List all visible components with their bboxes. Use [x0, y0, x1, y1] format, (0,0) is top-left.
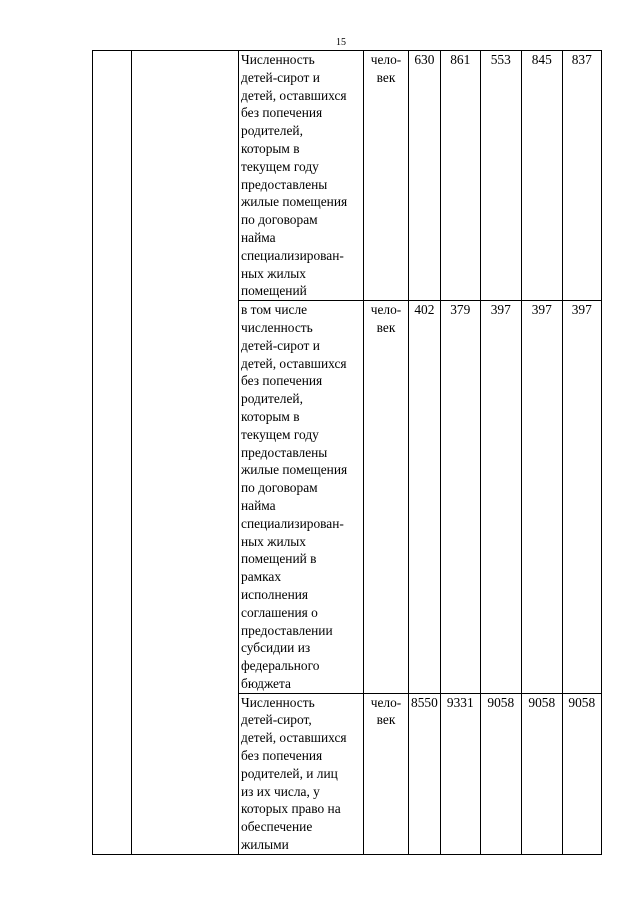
value-cell: 845: [521, 51, 562, 301]
value-cell: 379: [440, 301, 480, 694]
unit-label: чело- век: [370, 694, 402, 728]
value-cell: 861: [440, 51, 480, 301]
value-cell: 630: [409, 51, 441, 301]
unit-label: чело- век: [370, 302, 402, 335]
table-row: [93, 51, 602, 301]
value-cell: 9058: [521, 693, 562, 854]
value-cell: 402: [409, 301, 441, 694]
value-cell: 397: [562, 301, 601, 694]
indicator-name: в том числе численность детей-сирот и детей, оставшихся без попечения родителей, которым в текущем году предоставлены жилые помещения по договорам найма специализирован- ных жилых помещений в рамках исполнения соглашения о предоставлении субсидии из федерального бюджета: [241, 302, 348, 691]
indicator-name-cell: [239, 51, 364, 301]
value-cell: 9058: [480, 693, 521, 854]
value-cell: 553: [480, 51, 521, 301]
value-cell: 9331: [440, 693, 480, 854]
indicators-table: [92, 50, 602, 855]
indicator-name-cell: [239, 301, 364, 694]
value-cell: 9058: [562, 693, 601, 854]
value-cell: 8550: [409, 693, 441, 854]
value-cell: 397: [480, 301, 521, 694]
page-number: 15: [336, 37, 346, 48]
indicator-name: Численность детей-сирот, детей, оставшихся без попечения родителей, и лиц из их числа, у которых право на обеспечение жилыми: [241, 694, 347, 853]
unit-cell: [364, 693, 409, 854]
unit-label: чело- век: [370, 52, 402, 85]
unit-cell: [364, 51, 409, 301]
indicator-name-cell: [239, 693, 364, 854]
table-cell-empty: [93, 51, 132, 855]
value-cell: 837: [562, 51, 601, 301]
table-cell-empty: [132, 51, 239, 855]
value-cell: 397: [521, 301, 562, 694]
indicator-name: Численность детей-сирот и детей, оставшихся без попечения родителей, которым в текущем году предоставлены жилые помещения по договорам найма специализирован- ных жилых помещений: [241, 52, 348, 299]
unit-cell: [364, 301, 409, 694]
